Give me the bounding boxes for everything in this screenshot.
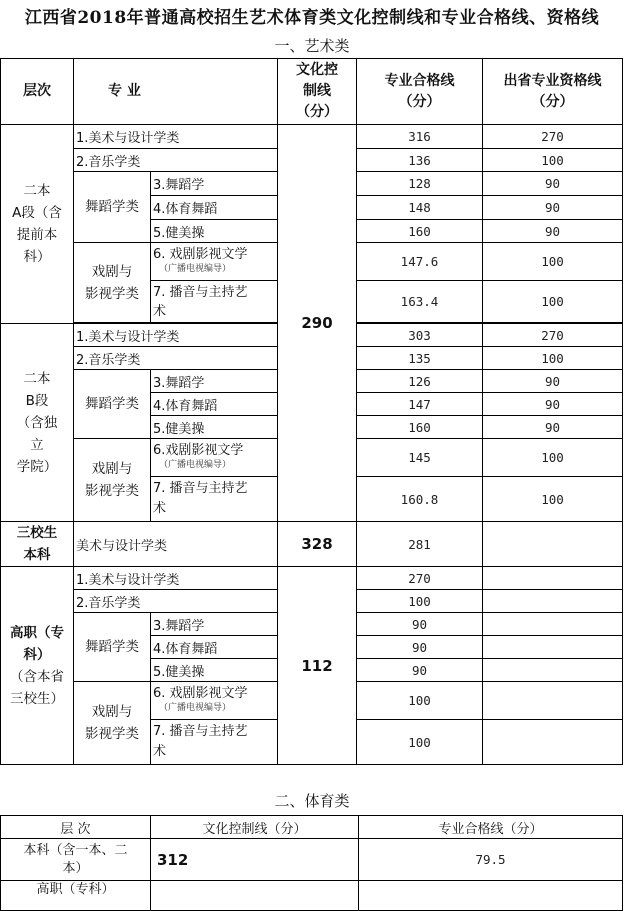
qual-cell: 160 <box>357 220 483 243</box>
qual-cell: 160 <box>357 416 483 439</box>
major-cell: 6.戏剧影视文学 （广播电视编导） <box>151 439 278 477</box>
level-cell-gaozhi: 高职（专 科） （含本省 三校生） <box>1 567 74 765</box>
section-art-heading: 一、艺术类 <box>274 36 350 55</box>
group-drama: 戏剧与 影视学类 <box>74 243 151 323</box>
level-cell-b2: 二本 B段 （含独 立 学院） <box>1 324 74 522</box>
major-cell: 6. 戏剧影视文学 （广播电视编导） <box>151 682 278 720</box>
major-cell: 5.健美操 <box>151 220 278 243</box>
out-cell <box>483 590 623 613</box>
header-out-of-province: 出省专业资格线 （分） <box>483 59 623 125</box>
out-cell: 100 <box>483 243 623 281</box>
group-dance: 舞蹈学类 <box>74 172 151 243</box>
group-dance: 舞蹈学类 <box>74 370 151 439</box>
out-cell <box>483 659 623 682</box>
table-row <box>1 567 623 590</box>
qual-cell: 90 <box>357 636 483 659</box>
major-cell: 7. 播音与主持艺 术 <box>151 720 278 765</box>
qual-cell: 126 <box>357 370 483 393</box>
out-cell <box>483 567 623 590</box>
out-cell <box>483 636 623 659</box>
major-cell: 7. 播音与主持艺 术 <box>151 477 278 522</box>
pe-qual-cell <box>359 881 623 911</box>
major-cell: 3.舞蹈学 <box>151 172 278 196</box>
table-row <box>1 125 623 149</box>
qual-cell: 163.4 <box>357 281 483 323</box>
pe-culture-cell <box>151 881 359 911</box>
out-cell: 100 <box>483 477 623 522</box>
level-cell-sanxiao: 三校生 本科 <box>1 522 74 567</box>
qual-cell: 128 <box>357 172 483 196</box>
culture-line-112: 112 <box>278 567 357 765</box>
qual-cell: 148 <box>357 196 483 220</box>
major-cell: 4.体育舞蹈 <box>151 393 278 416</box>
pe-header-level: 层 次 <box>1 816 151 839</box>
out-cell: 90 <box>483 370 623 393</box>
out-cell: 100 <box>483 281 623 323</box>
header-level: 层次 <box>1 59 74 125</box>
qual-cell: 100 <box>357 720 483 765</box>
qual-cell: 270 <box>357 567 483 590</box>
group-dance: 舞蹈学类 <box>74 613 151 682</box>
qual-cell: 316 <box>357 125 483 149</box>
out-cell: 90 <box>483 416 623 439</box>
group-drama: 戏剧与 影视学类 <box>74 682 151 765</box>
qual-cell: 90 <box>357 613 483 636</box>
out-cell <box>483 720 623 765</box>
table-row <box>1 881 623 911</box>
out-cell <box>483 613 623 636</box>
major-cell: 2.音乐学类 <box>74 590 278 613</box>
culture-line-290: 290 <box>278 125 357 522</box>
culture-line-328: 328 <box>278 522 357 567</box>
table-header-row <box>1 816 623 839</box>
major-cell: 1.美术与设计学类 <box>74 324 278 347</box>
group-drama: 戏剧与 影视学类 <box>74 439 151 522</box>
pe-header-culture: 文化控制线（分） <box>151 816 359 839</box>
qual-cell: 90 <box>357 659 483 682</box>
major-cell: 1.美术与设计学类 <box>74 125 278 149</box>
pe-header-qualified: 专业合格线（分） <box>359 816 623 839</box>
header-qualified: 专业合格线 （分） <box>357 59 483 125</box>
pe-culture-cell: 312 <box>151 839 359 881</box>
pe-level-cell: 高职（专科） <box>1 881 151 911</box>
qual-cell: 100 <box>357 590 483 613</box>
table-header-row <box>1 59 623 125</box>
qual-cell: 281 <box>357 522 483 567</box>
header-culture: 文化控 制线 （分） <box>278 59 357 125</box>
major-cell: 3.舞蹈学 <box>151 613 278 636</box>
header-major: 专 业 <box>74 59 278 125</box>
out-cell: 100 <box>483 149 623 172</box>
qual-cell: 303 <box>357 324 483 347</box>
qual-cell: 145 <box>357 439 483 477</box>
out-cell <box>483 682 623 720</box>
out-cell: 270 <box>483 324 623 347</box>
out-cell: 90 <box>483 220 623 243</box>
art-scores-table <box>0 58 623 765</box>
qual-cell: 160.8 <box>357 477 483 522</box>
out-cell: 100 <box>483 347 623 370</box>
major-cell: 5.健美操 <box>151 416 278 439</box>
level-cell-a2: 二本 A段（含 提前本 科） <box>1 125 74 324</box>
major-cell: 2.音乐学类 <box>74 149 278 172</box>
qual-cell: 136 <box>357 149 483 172</box>
out-cell: 100 <box>483 439 623 477</box>
major-cell: 6. 戏剧影视文学 （广播电视编导） <box>151 243 278 281</box>
out-cell <box>483 522 623 567</box>
major-cell: 4.体育舞蹈 <box>151 636 278 659</box>
major-cell: 2.音乐学类 <box>74 347 278 370</box>
table-row <box>1 839 623 881</box>
out-cell: 90 <box>483 393 623 416</box>
major-cell: 7. 播音与主持艺 术 <box>151 281 278 323</box>
major-cell: 3.舞蹈学 <box>151 370 278 393</box>
pe-qual-cell: 79.5 <box>359 839 623 881</box>
document-title: 江西省2018年普通高校招生艺术体育类文化控制线和专业合格线、资格线 <box>24 7 600 28</box>
major-cell: 美术与设计学类 <box>74 522 278 567</box>
out-cell: 90 <box>483 172 623 196</box>
major-cell: 5.健美操 <box>151 659 278 682</box>
qual-cell: 100 <box>357 682 483 720</box>
major-cell: 4.体育舞蹈 <box>151 196 278 220</box>
out-cell: 90 <box>483 196 623 220</box>
out-cell: 270 <box>483 125 623 149</box>
qual-cell: 135 <box>357 347 483 370</box>
qual-cell: 147 <box>357 393 483 416</box>
table-row <box>1 522 623 567</box>
section-pe-heading: 二、体育类 <box>274 791 350 810</box>
qual-cell: 147.6 <box>357 243 483 281</box>
major-cell: 1.美术与设计学类 <box>74 567 278 590</box>
pe-level-cell: 本科（含一本、二 本） <box>1 839 151 881</box>
